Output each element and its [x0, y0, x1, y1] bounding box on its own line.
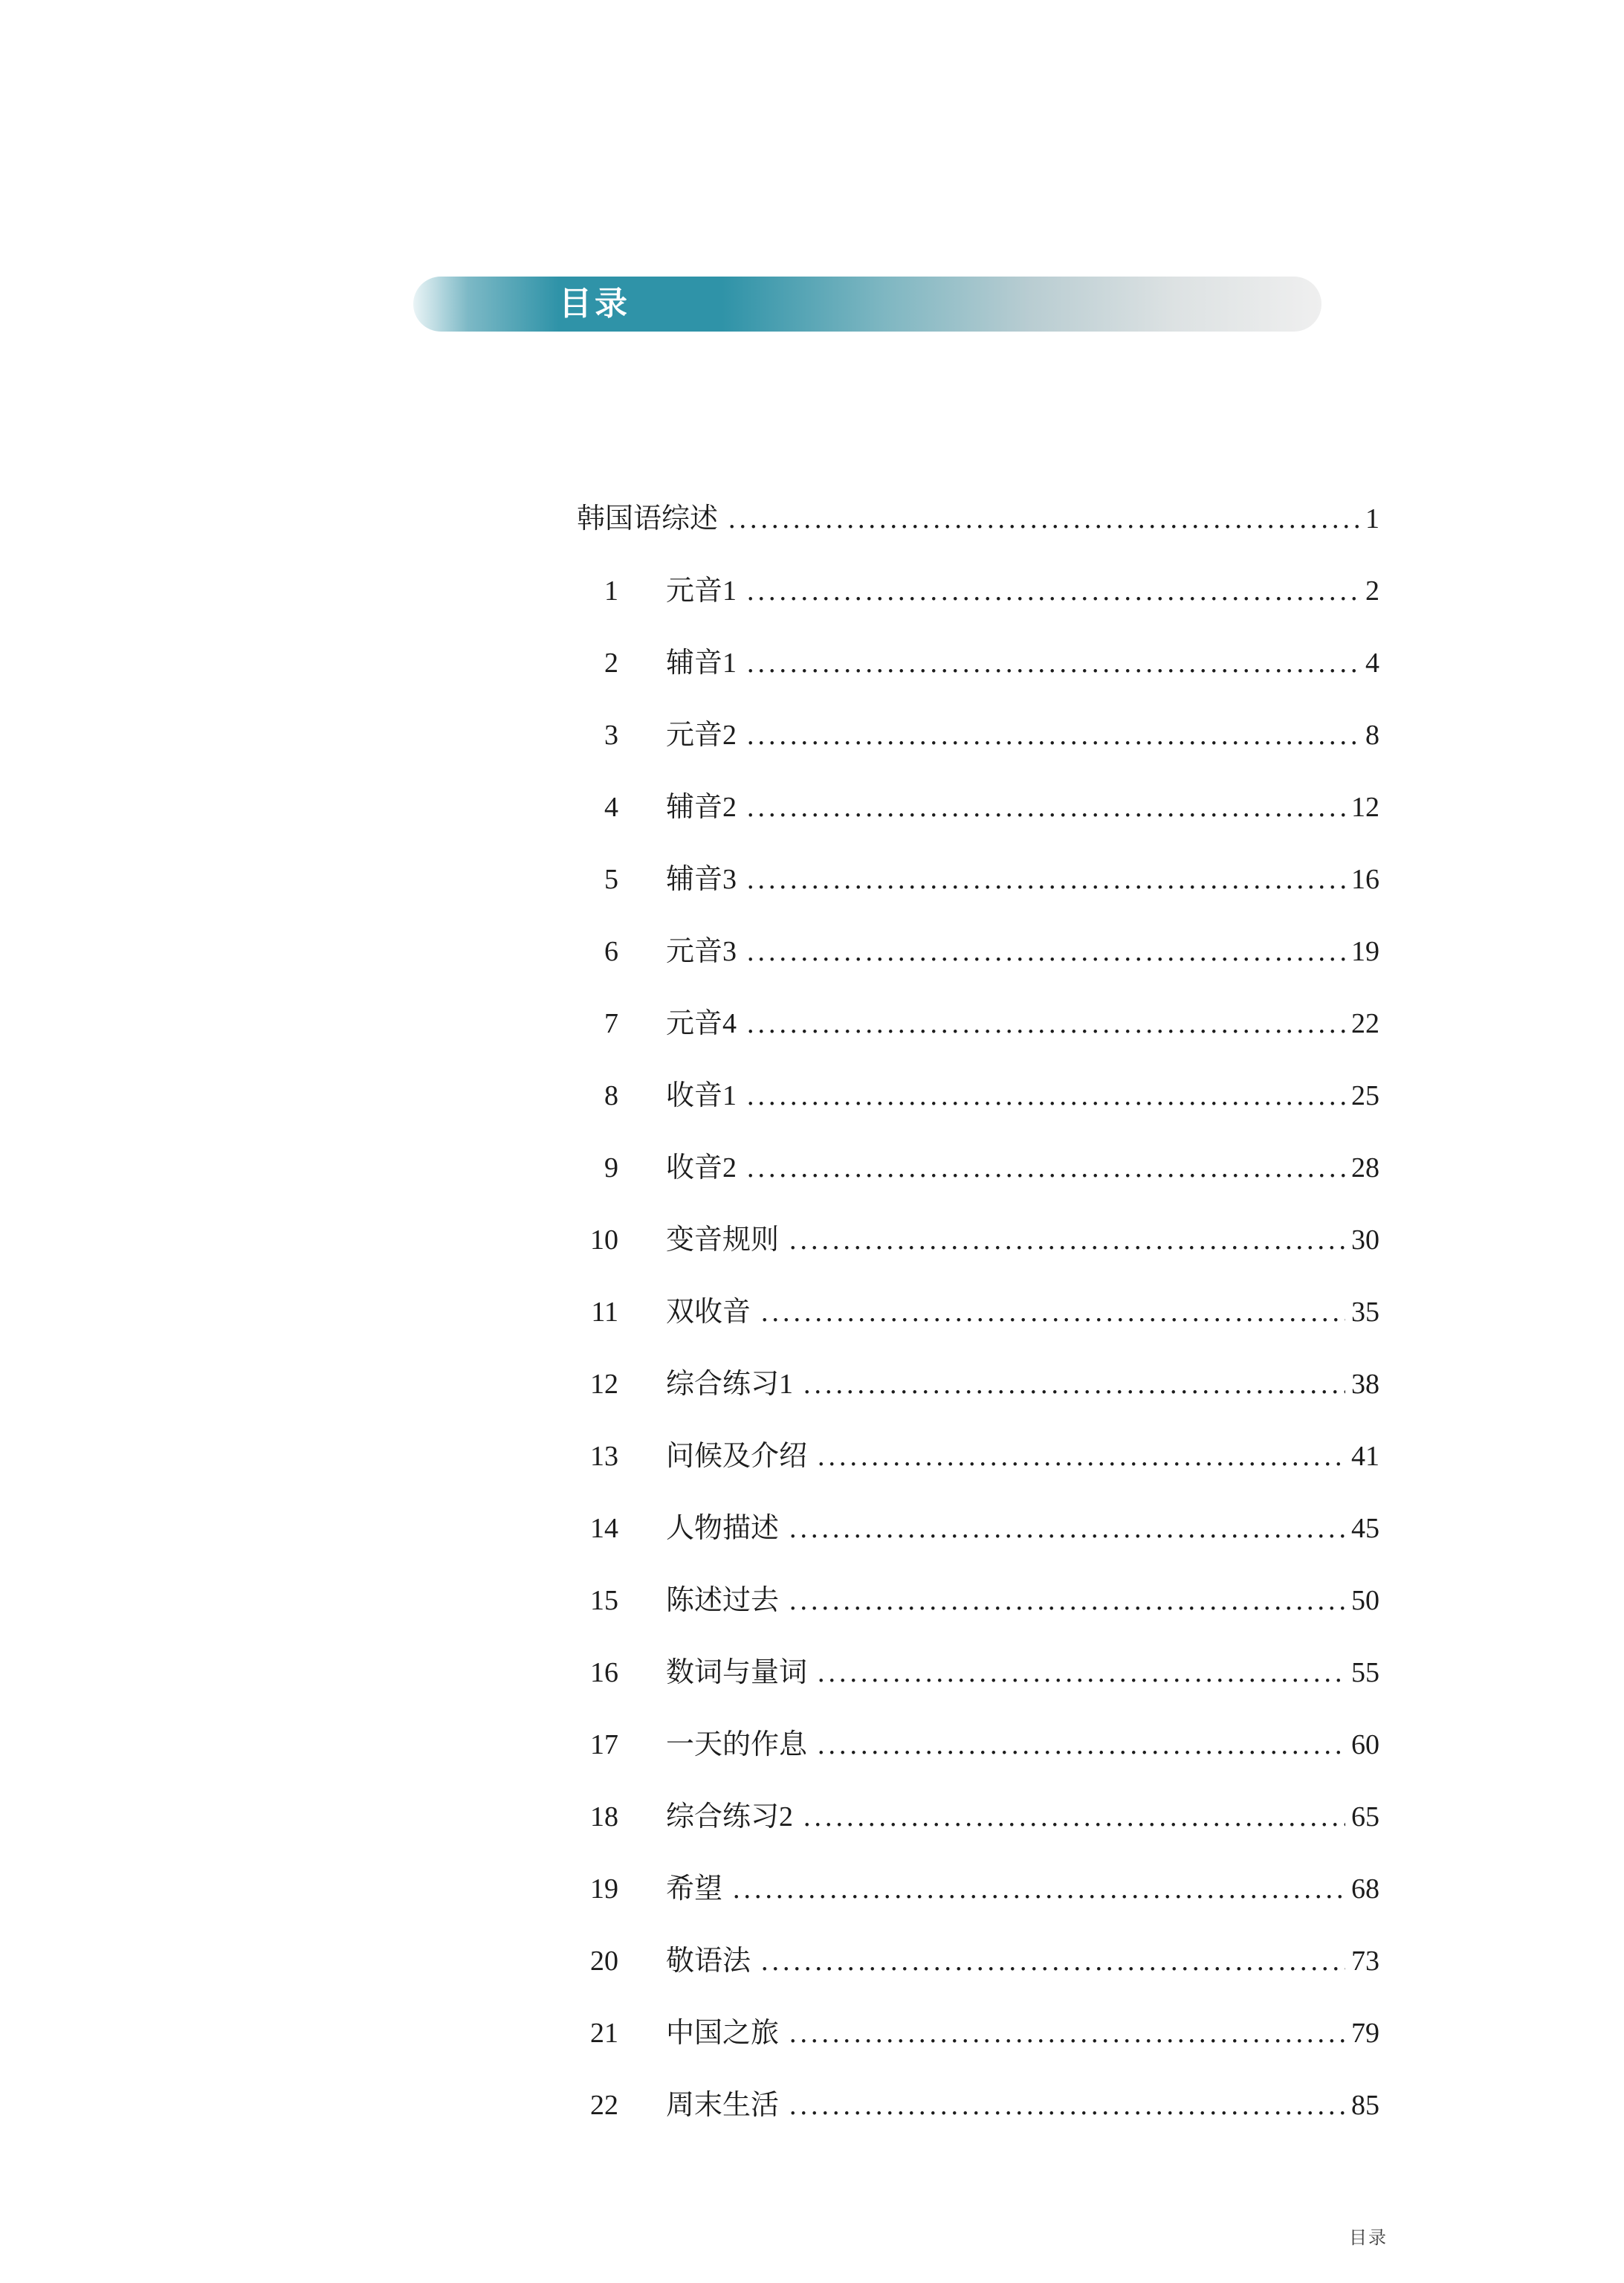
toc-entry-title: 变音规则 — [666, 1224, 780, 1256]
toc-entry-title: 辅音2 — [666, 792, 737, 823]
toc-entry-title: 敬语法 — [666, 1945, 751, 1977]
toc-entry — [577, 627, 1379, 700]
toc-entry — [577, 1349, 1379, 1421]
toc-entry-number: 8 — [604, 1080, 618, 1111]
toc-entry-title: 双收音 — [666, 1297, 751, 1328]
toc-entry — [577, 988, 1379, 1060]
toc-entry-title: 综合练习2 — [666, 1801, 794, 1832]
toc-entry-page: 73 — [1351, 1945, 1379, 1977]
toc-leader-dots — [789, 1493, 1345, 1565]
toc-entry-page: 8 — [1365, 720, 1379, 751]
toc-leader-dots — [789, 1565, 1345, 1637]
toc-entry-number: 14 — [590, 1513, 618, 1544]
toc-entry-page: 45 — [1351, 1513, 1379, 1544]
toc-entry-title: 元音3 — [666, 936, 737, 967]
toc-entry-page: 19 — [1351, 936, 1379, 967]
toc-entry — [577, 1493, 1379, 1565]
toc-leader-dots — [747, 555, 1359, 627]
toc-entry-page: 38 — [1351, 1369, 1379, 1400]
toc-entry — [577, 1925, 1379, 1998]
toc-entry — [577, 772, 1379, 844]
toc-entry — [577, 483, 1379, 555]
toc-entry-page: 85 — [1351, 2090, 1379, 2121]
toc-entry-number: 3 — [604, 720, 618, 751]
toc-entry-title: 周末生活 — [666, 2090, 780, 2121]
toc-leader-dots — [789, 1204, 1345, 1276]
toc-entry-title: 收音2 — [666, 1152, 737, 1184]
toc-entry — [577, 1276, 1379, 1349]
toc-entry — [577, 555, 1379, 627]
toc-entry — [577, 1060, 1379, 1132]
toc-entry-page: 68 — [1351, 1873, 1379, 1905]
toc-leader-dots — [818, 1709, 1345, 1781]
page-title: 目录 — [559, 285, 630, 322]
toc-entry — [577, 1204, 1379, 1276]
toc-entry-page: 79 — [1351, 2018, 1379, 2049]
toc-leader-dots — [818, 1637, 1345, 1709]
toc-entry-page: 50 — [1351, 1585, 1379, 1616]
toc-entry-page: 60 — [1351, 1729, 1379, 1760]
toc-entry-page: 22 — [1351, 1008, 1379, 1039]
toc-leader-dots — [818, 1421, 1345, 1493]
toc-leader-dots — [733, 1853, 1345, 1925]
toc-entry-number: 10 — [590, 1224, 618, 1256]
toc-leader-dots — [803, 1349, 1345, 1421]
toc-entry-title: 收音1 — [666, 1080, 737, 1111]
toc-entry — [577, 700, 1379, 772]
toc-entry-title: 辅音3 — [666, 864, 737, 895]
toc-entry-number: 17 — [590, 1729, 618, 1760]
toc-entry-number: 1 — [604, 575, 618, 607]
toc-entry-number: 7 — [604, 1008, 618, 1039]
toc-entry-title: 人物描述 — [666, 1513, 780, 1544]
toc-entry-title: 辅音1 — [666, 648, 737, 679]
toc-leader-dots — [747, 772, 1345, 844]
toc-entry — [577, 1637, 1379, 1709]
toc-entry-number: 20 — [590, 1945, 618, 1977]
toc-entry — [577, 1132, 1379, 1204]
toc-entry-number: 16 — [590, 1657, 618, 1688]
toc-entry — [577, 2070, 1379, 2142]
toc-leader-dots — [728, 483, 1359, 555]
toc-leader-dots — [747, 844, 1345, 916]
toc-entry — [577, 1421, 1379, 1493]
toc-entry — [577, 916, 1379, 988]
toc-leader-dots — [761, 1925, 1345, 1998]
toc-entry-number: 9 — [604, 1152, 618, 1184]
toc-entry — [577, 844, 1379, 916]
toc-entry-page: 16 — [1351, 864, 1379, 895]
toc-entry-number: 2 — [604, 648, 618, 679]
toc-entry-page: 65 — [1351, 1801, 1379, 1832]
toc-entry-number: 13 — [590, 1441, 618, 1472]
toc-entry-number: 11 — [591, 1297, 618, 1328]
toc-list — [577, 483, 1379, 2142]
toc-leader-dots — [747, 700, 1359, 772]
toc-entry — [577, 1998, 1379, 2070]
toc-leader-dots — [747, 627, 1359, 700]
toc-entry-number: 21 — [590, 2018, 618, 2049]
toc-entry-title: 综合练习1 — [666, 1369, 794, 1400]
toc-entry-title: 元音1 — [666, 575, 737, 607]
toc-entry-page: 12 — [1351, 792, 1379, 823]
toc-entry-number: 19 — [590, 1873, 618, 1905]
toc-entry-page: 4 — [1365, 648, 1379, 679]
toc-entry-number: 22 — [590, 2090, 618, 2121]
toc-entry-number: 5 — [604, 864, 618, 895]
toc-entry-page: 35 — [1351, 1297, 1379, 1328]
header-banner — [413, 277, 1321, 332]
toc-leader-dots — [747, 988, 1345, 1060]
toc-entry-title: 陈述过去 — [666, 1585, 780, 1616]
toc-entry — [577, 1781, 1379, 1853]
toc-leader-dots — [747, 916, 1345, 988]
toc-entry-number: 15 — [590, 1585, 618, 1616]
toc-leader-dots — [761, 1276, 1345, 1349]
toc-entry-page: 41 — [1351, 1441, 1379, 1472]
toc-entry-page: 25 — [1351, 1080, 1379, 1111]
toc-entry-page: 30 — [1351, 1224, 1379, 1256]
toc-leader-dots — [803, 1781, 1345, 1853]
toc-entry-title: 韩国语综述 — [577, 503, 719, 535]
toc-entry-number: 18 — [590, 1801, 618, 1832]
toc-entry-title: 问候及介绍 — [666, 1441, 808, 1472]
toc-entry-page: 1 — [1365, 503, 1379, 535]
footer-label: 目录 — [1349, 2228, 1388, 2248]
toc-entry-title: 元音4 — [666, 1008, 737, 1039]
toc-entry-title: 数词与量词 — [666, 1657, 808, 1688]
toc-entry-number: 6 — [604, 936, 618, 967]
toc-leader-dots — [747, 1132, 1345, 1204]
toc-entry-page: 28 — [1351, 1152, 1379, 1184]
toc-leader-dots — [789, 2070, 1345, 2142]
toc-entry-page: 55 — [1351, 1657, 1379, 1688]
toc-entry — [577, 1853, 1379, 1925]
toc-entry-page: 2 — [1365, 575, 1379, 607]
toc-entry-number: 12 — [590, 1369, 618, 1400]
toc-leader-dots — [789, 1998, 1345, 2070]
toc-entry-number: 4 — [604, 792, 618, 823]
toc-entry — [577, 1565, 1379, 1637]
toc-entry-title: 希望 — [666, 1873, 723, 1905]
toc-entry — [577, 1709, 1379, 1781]
toc-leader-dots — [747, 1060, 1345, 1132]
toc-entry-title: 中国之旅 — [666, 2018, 780, 2049]
toc-entry-title: 一天的作息 — [666, 1729, 808, 1760]
toc-entry-title: 元音2 — [666, 720, 737, 751]
